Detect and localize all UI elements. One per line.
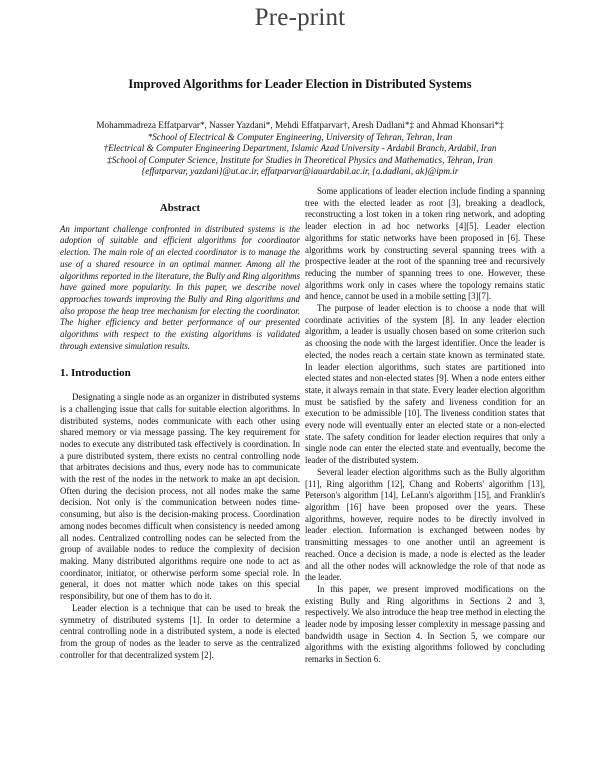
authors-line: Mohammadreza Effatparvar*, Nasser Yazdani*, Mehdi Effatparvar†, Aresh Dadlani*‡ and Ahmad Khonsari*‡ <box>96 120 504 130</box>
abstract-heading: Abstract <box>159 202 201 214</box>
paper-title: Improved Algorithms for Leader Election in Distributed Systems <box>128 77 472 91</box>
preprint-label: Pre-print <box>254 4 346 31</box>
right-paragraph-2: The purpose of leader election is to choose a node that will coordinate activities of the system [8]. In any leader election algorithm, a leader is usually chosen based on some criterion such as choosing the node with the largest identifier. Once the leader is elected, the nodes reach a certain state known as terminated state. In leader election algorithms, such states are partitioned into elected states and non-elected states [9]. When a node enters either state, it always remain in that state. Every leader election algorithm must be satisfied by the safety and liveness condition for an execution to be admissible [10]. The liveness condition states that every node will eventually enter an elected state or a non-elected state. The safety condition for leader election requires that only a single node can enter the elected state and eventually, become the leader of the distributed system. <box>305 303 545 466</box>
affiliation-3: ‡School of Computer Science, Institute for Studies in Theoretical Physics and Mathematics, Tehran, Iran <box>107 154 493 165</box>
intro-paragraph-2: Leader election is a technique that can be used to break the symmetry of distributed systems [1]. In order to determine a central controlling node in a distributed system, a node is elected from the group of nodes as the leader to serve as the centralized controller for that decentralized system [2]. <box>60 602 300 660</box>
author-block <box>30 120 570 178</box>
section-heading-introduction: 1. Introduction <box>60 367 131 380</box>
intro-paragraph-1: Designating a single node as an organizer in distributed systems is a challenging issue that calls for suitable election algorithms. In distributed systems, nodes communicate with each other using shared memory or via message passing. The key requirement for nodes to execute any distributed task effectively is coordination. In a pure distributed system, there exists no central controlling node that arbitrates decisions and thus, every node has to communicate with the rest of the nodes in the network to make an apt decision. Often during the decision process, not all nodes make the same decision. Not only is the communication between nodes time-consuming, but also is the decision-making process. Coordination among nodes becomes difficult when consistency is needed among all nodes. Centralized controlling nodes can be selected from the group of available nodes to reduce the complexity of decision making. Many distributed algorithms require one node to act as coordinator, initiator, or otherwise perform some special role. In general, it does not matter which node takes on this special responsibility, but one of them has to do it. <box>60 392 300 602</box>
right-paragraph-1: Some applications of leader election include finding a spanning tree with the elected leader as root [3], breaking a deadlock, reconstructing a lost token in a token ring network, and adopting leader election in ad hoc networks [4][5]. Leader election algorithms for static networks have been proposed in [6]. These algorithms work by constructing several spanning trees with a prospective leader at the root of the spanning tree and recursively reducing the number of spanning trees to one. However, these algorithms work only in cases where the topology remains static and hence, cannot be used in a mobile setting [3][7]. <box>305 186 545 302</box>
right-paragraph-4: In this paper, we present improved modifications on the existing Bully and Ring algorithms in Sections 2 and 3, respectively. We also introduce the heap tree method in electing the leader node by imposing lesser complexity in message passing and bandwidth usage in Section 4. In Section 5, we compare our algorithms with the existing algorithms followed by concluding remarks in Section 6. <box>305 583 545 665</box>
affiliation-1: *School of Electrical & Computer Engineering, University of Tehran, Tehran, Iran <box>147 131 453 142</box>
affiliation-2: †Electrical & Computer Engineering Department, Islamic Azad University - Ardabil Branch, Ardabil, Iran <box>103 143 497 154</box>
left-column <box>60 203 300 661</box>
right-paragraph-3: Several leader election algorithms such as the Bully algorithm [11], Ring algorithm [12], Chang and Roberts' algorithm [13], Peterson's algorithm [14], LeLann's algorithm [15], and Franklin's algorithm [16] have been proposed over the years. These algorithms, however, require nodes to be directly involved in leader election. Information is exchanged between nodes by transmitting messages to one another until an agreement is reached. Once a decision is made, a node is elected as the leader and all the other nodes will acknowledge the role of that node as the leader. <box>305 466 545 583</box>
right-column <box>305 186 545 666</box>
author-emails: {effatparvar, yazdani}@ut.ac.ir, effatparvar@iauardabil.ac.ir, {a.dadlani, ak}@ipm.ir <box>141 166 459 177</box>
abstract-text: An important challenge confronted in distributed systems is the adoption of suitable and efficient algorithms for coordinator election. The main role of an elected coordinator is to manage the use of a shared resource in an optimal manner. Among all the algorithms reported in the literature, the Bully and Ring algorithms have gained more popularity. In this paper, we describe novel approaches towards improving the Bully and Ring algorithms and also propose the heap tree mechanism for electing the coordinator. The higher efficiency and better performance of our presented algorithms with respect to the existing algorithms is validated through extensive simulation results. <box>60 223 300 351</box>
